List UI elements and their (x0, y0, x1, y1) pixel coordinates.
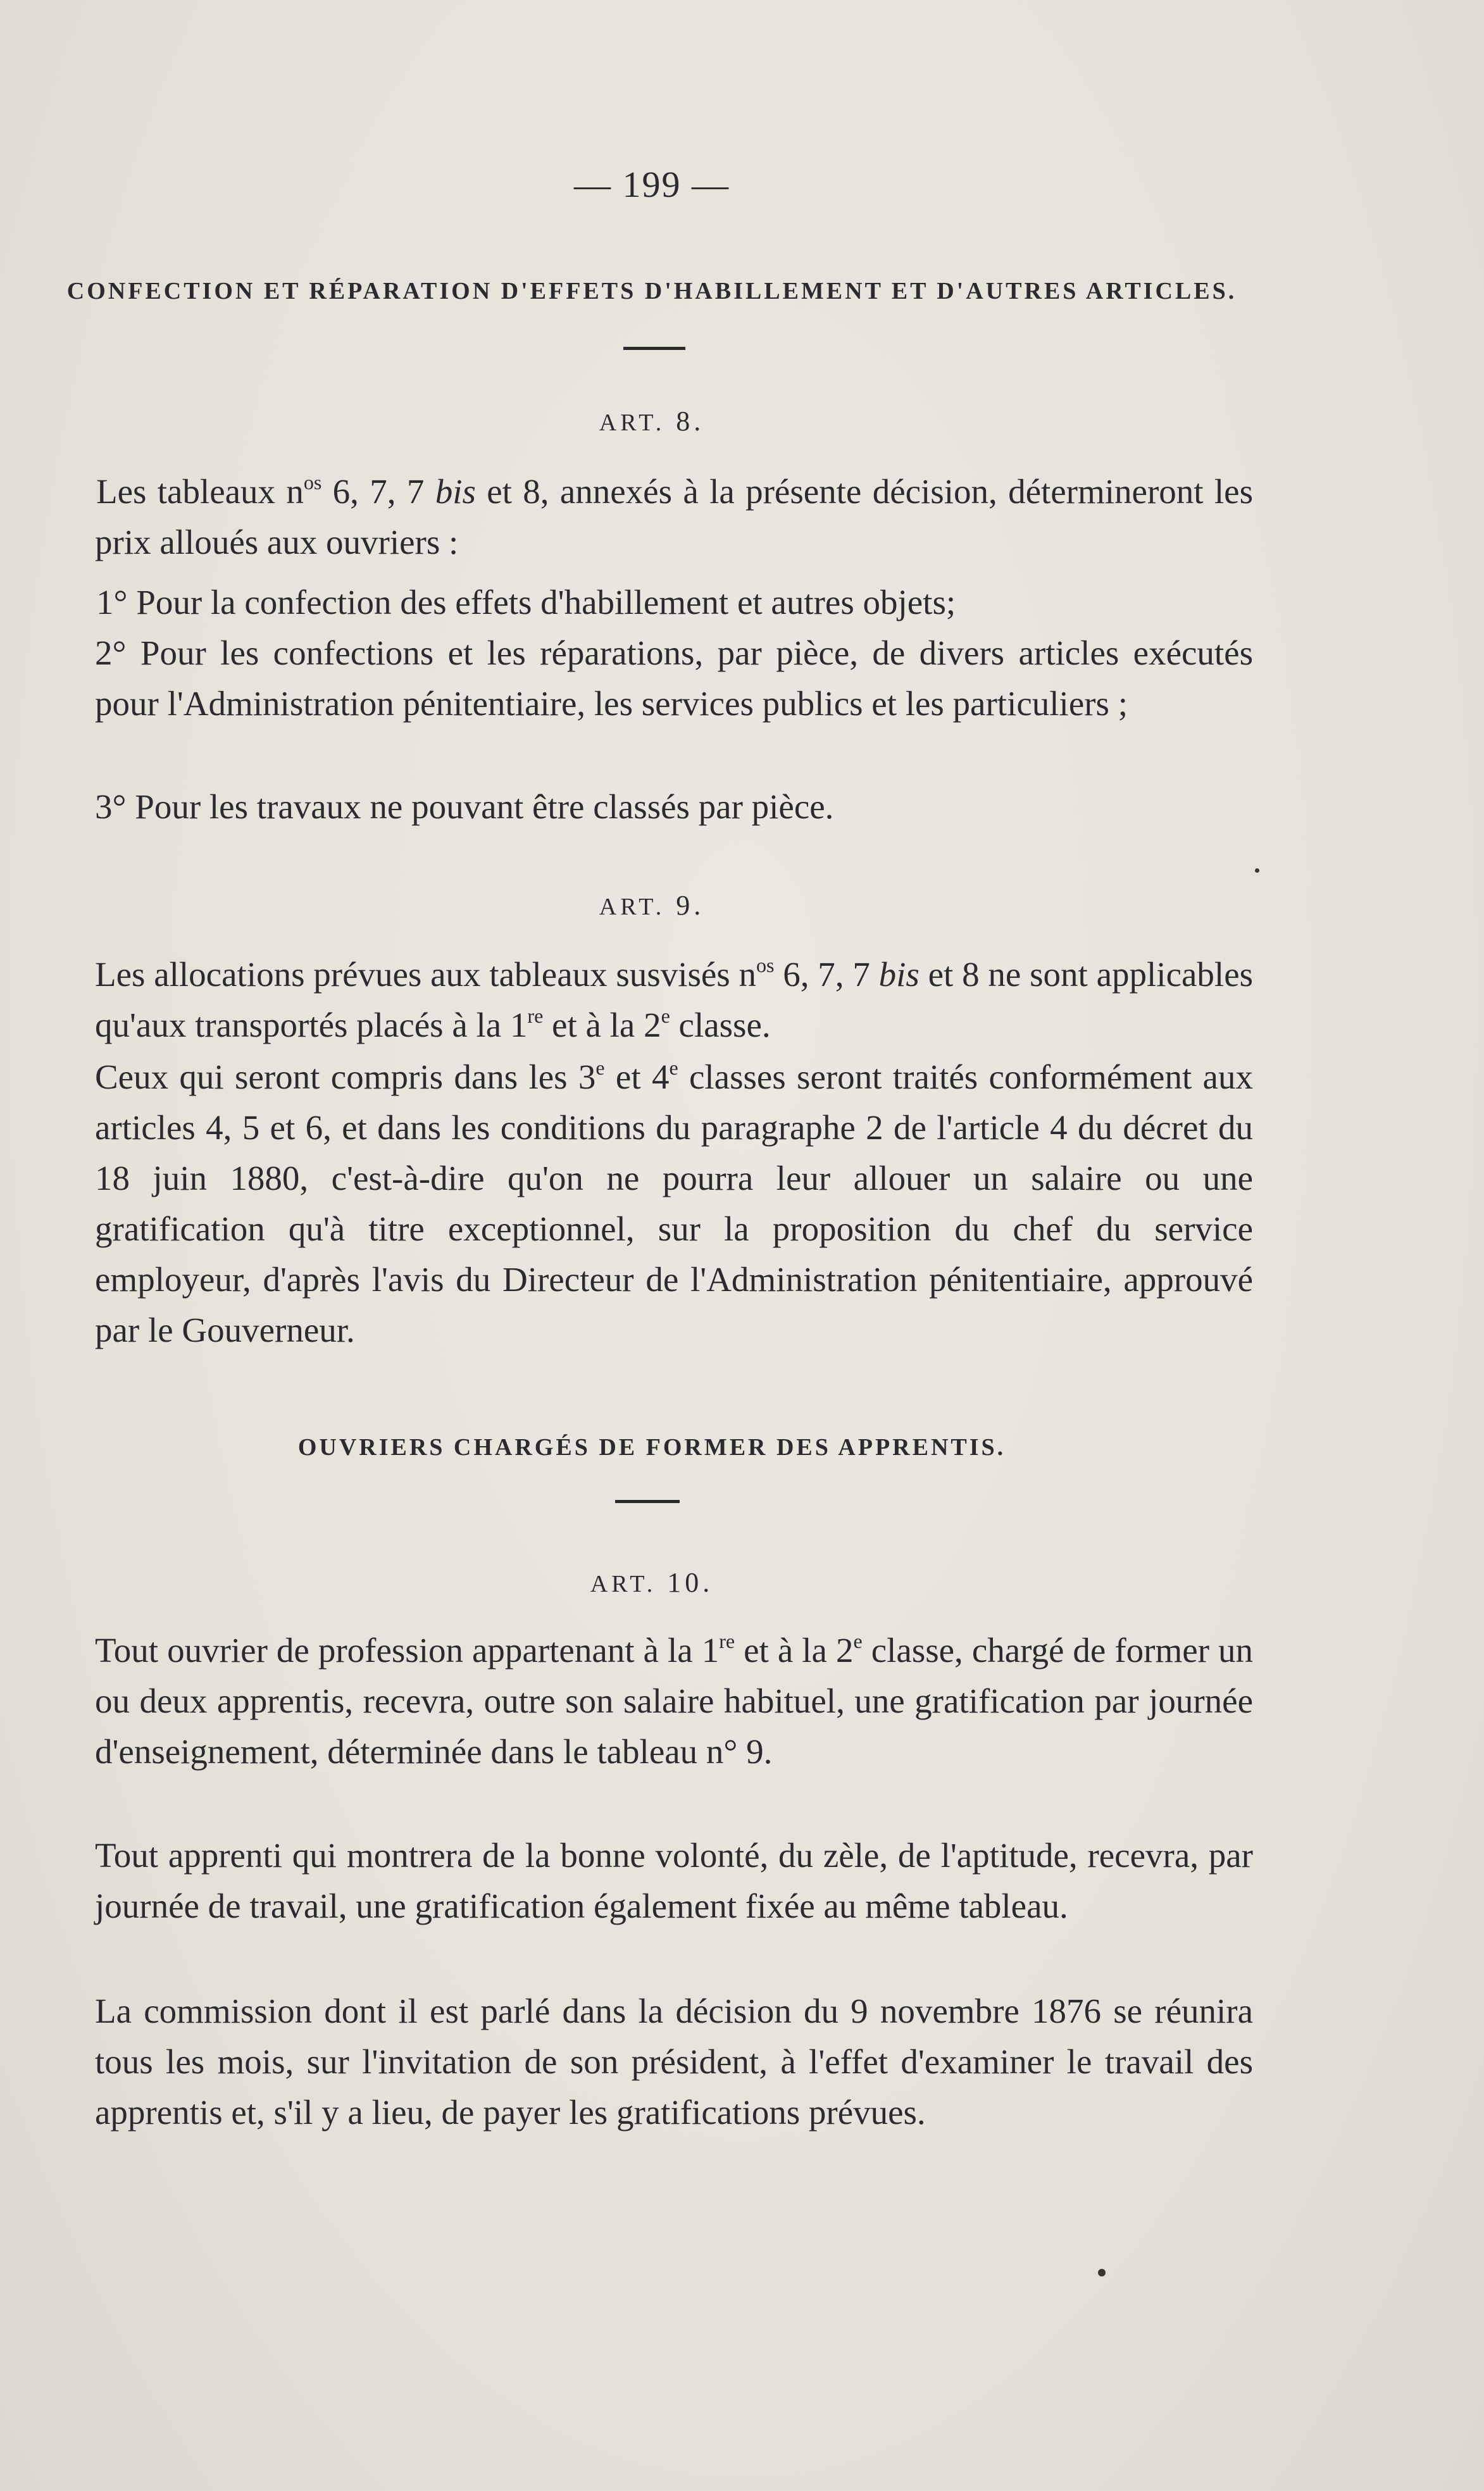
article-number: 10. (667, 1567, 714, 1598)
section-rule (615, 1500, 680, 1503)
ink-speck (1098, 2269, 1106, 2276)
article-9-paragraph-1: Les allocations prévues aux tableaux susvisés $n^{os}$ 6, 7, 7 bis et 8 ne sont applicables qu'aux transportés placés à la 1re et à la 2e classe. (95, 954, 1254, 1044)
article-label: ART. (599, 894, 666, 920)
page-number: — 199 — (574, 164, 730, 205)
article-8-paragraph-1: Les tableaux $n^{os}$ 6, 7, 7 bis et 8, annexés à la présente décision, détermineront les prix alloués aux ouvriers : (95, 471, 1253, 561)
article-8-item-3: 3° Pour les travaux ne pouvant être classés par pièce. (95, 787, 834, 826)
article-number: 8. (676, 406, 705, 437)
section-rule (623, 347, 685, 350)
article-10-paragraph-2: Tout apprenti qui montrera de la bonne volonté, du zèle, de l'aptitude, recevra, par journée de travail, une gratification également fixée au même tableau. (95, 1836, 1253, 1925)
ink-speck (1255, 868, 1259, 873)
article-8-item-1: 1° Pour la confection des effets d'habillement et autres objets; (96, 583, 956, 621)
section-title-apprentis: OUVRIERS CHARGÉS DE FORMER DES APPRENTIS. (297, 1434, 1006, 1461)
article-10-paragraph-1: Tout ouvrier de profession appartenant à la 1re et à la 2e classe, chargé de former un ou deux apprentis, recevra, outre son salaire habituel, une gratification par journée d'enseignement, déterminée dans le tableau n° 9. (95, 1630, 1253, 1771)
article-10-paragraph-3: La commission dont il est parlé dans la décision du 9 novembre 1876 se réunira tous les mois, sur l'invitation de son président, à l'effet d'examiner le travail des apprentis et, s'il y a lieu, de payer les gratifications prévues. (95, 1992, 1253, 2132)
article-8-heading (0, 405, 1304, 437)
article-10-heading (0, 1566, 1304, 1599)
section-title-confection: CONFECTION ET RÉPARATION D'EFFETS D'HABILLEMENT ET D'AUTRES ARTICLES. (66, 278, 1237, 304)
article-label: ART. (599, 409, 666, 436)
article-9-heading (0, 889, 1304, 921)
article-8-item-2: 2° Pour les confections et les réparations, par pièce, de divers articles exécutés pour l'Administration pénitentiaire, les services publics et les particuliers ; (95, 634, 1253, 723)
article-number: 9. (676, 890, 705, 921)
article-9-paragraph-2: Ceux qui seront compris dans les 3e et 4e classes seront traités conformément aux articles 4, 5 et 6, et dans les conditions du paragraphe 2 de l'article 4 du décret du 18 juin 1880, c'est-à-dire qu'on ne pourra leur allouer un salaire ou une gratification qu'à titre exceptionnel, sur la proposition du chef du service employeur, d'après l'avis du Directeur de l'Administration pénitentiaire, approuvé par le Gouverneur. (95, 1056, 1253, 1349)
article-label: ART. (590, 1571, 657, 1597)
